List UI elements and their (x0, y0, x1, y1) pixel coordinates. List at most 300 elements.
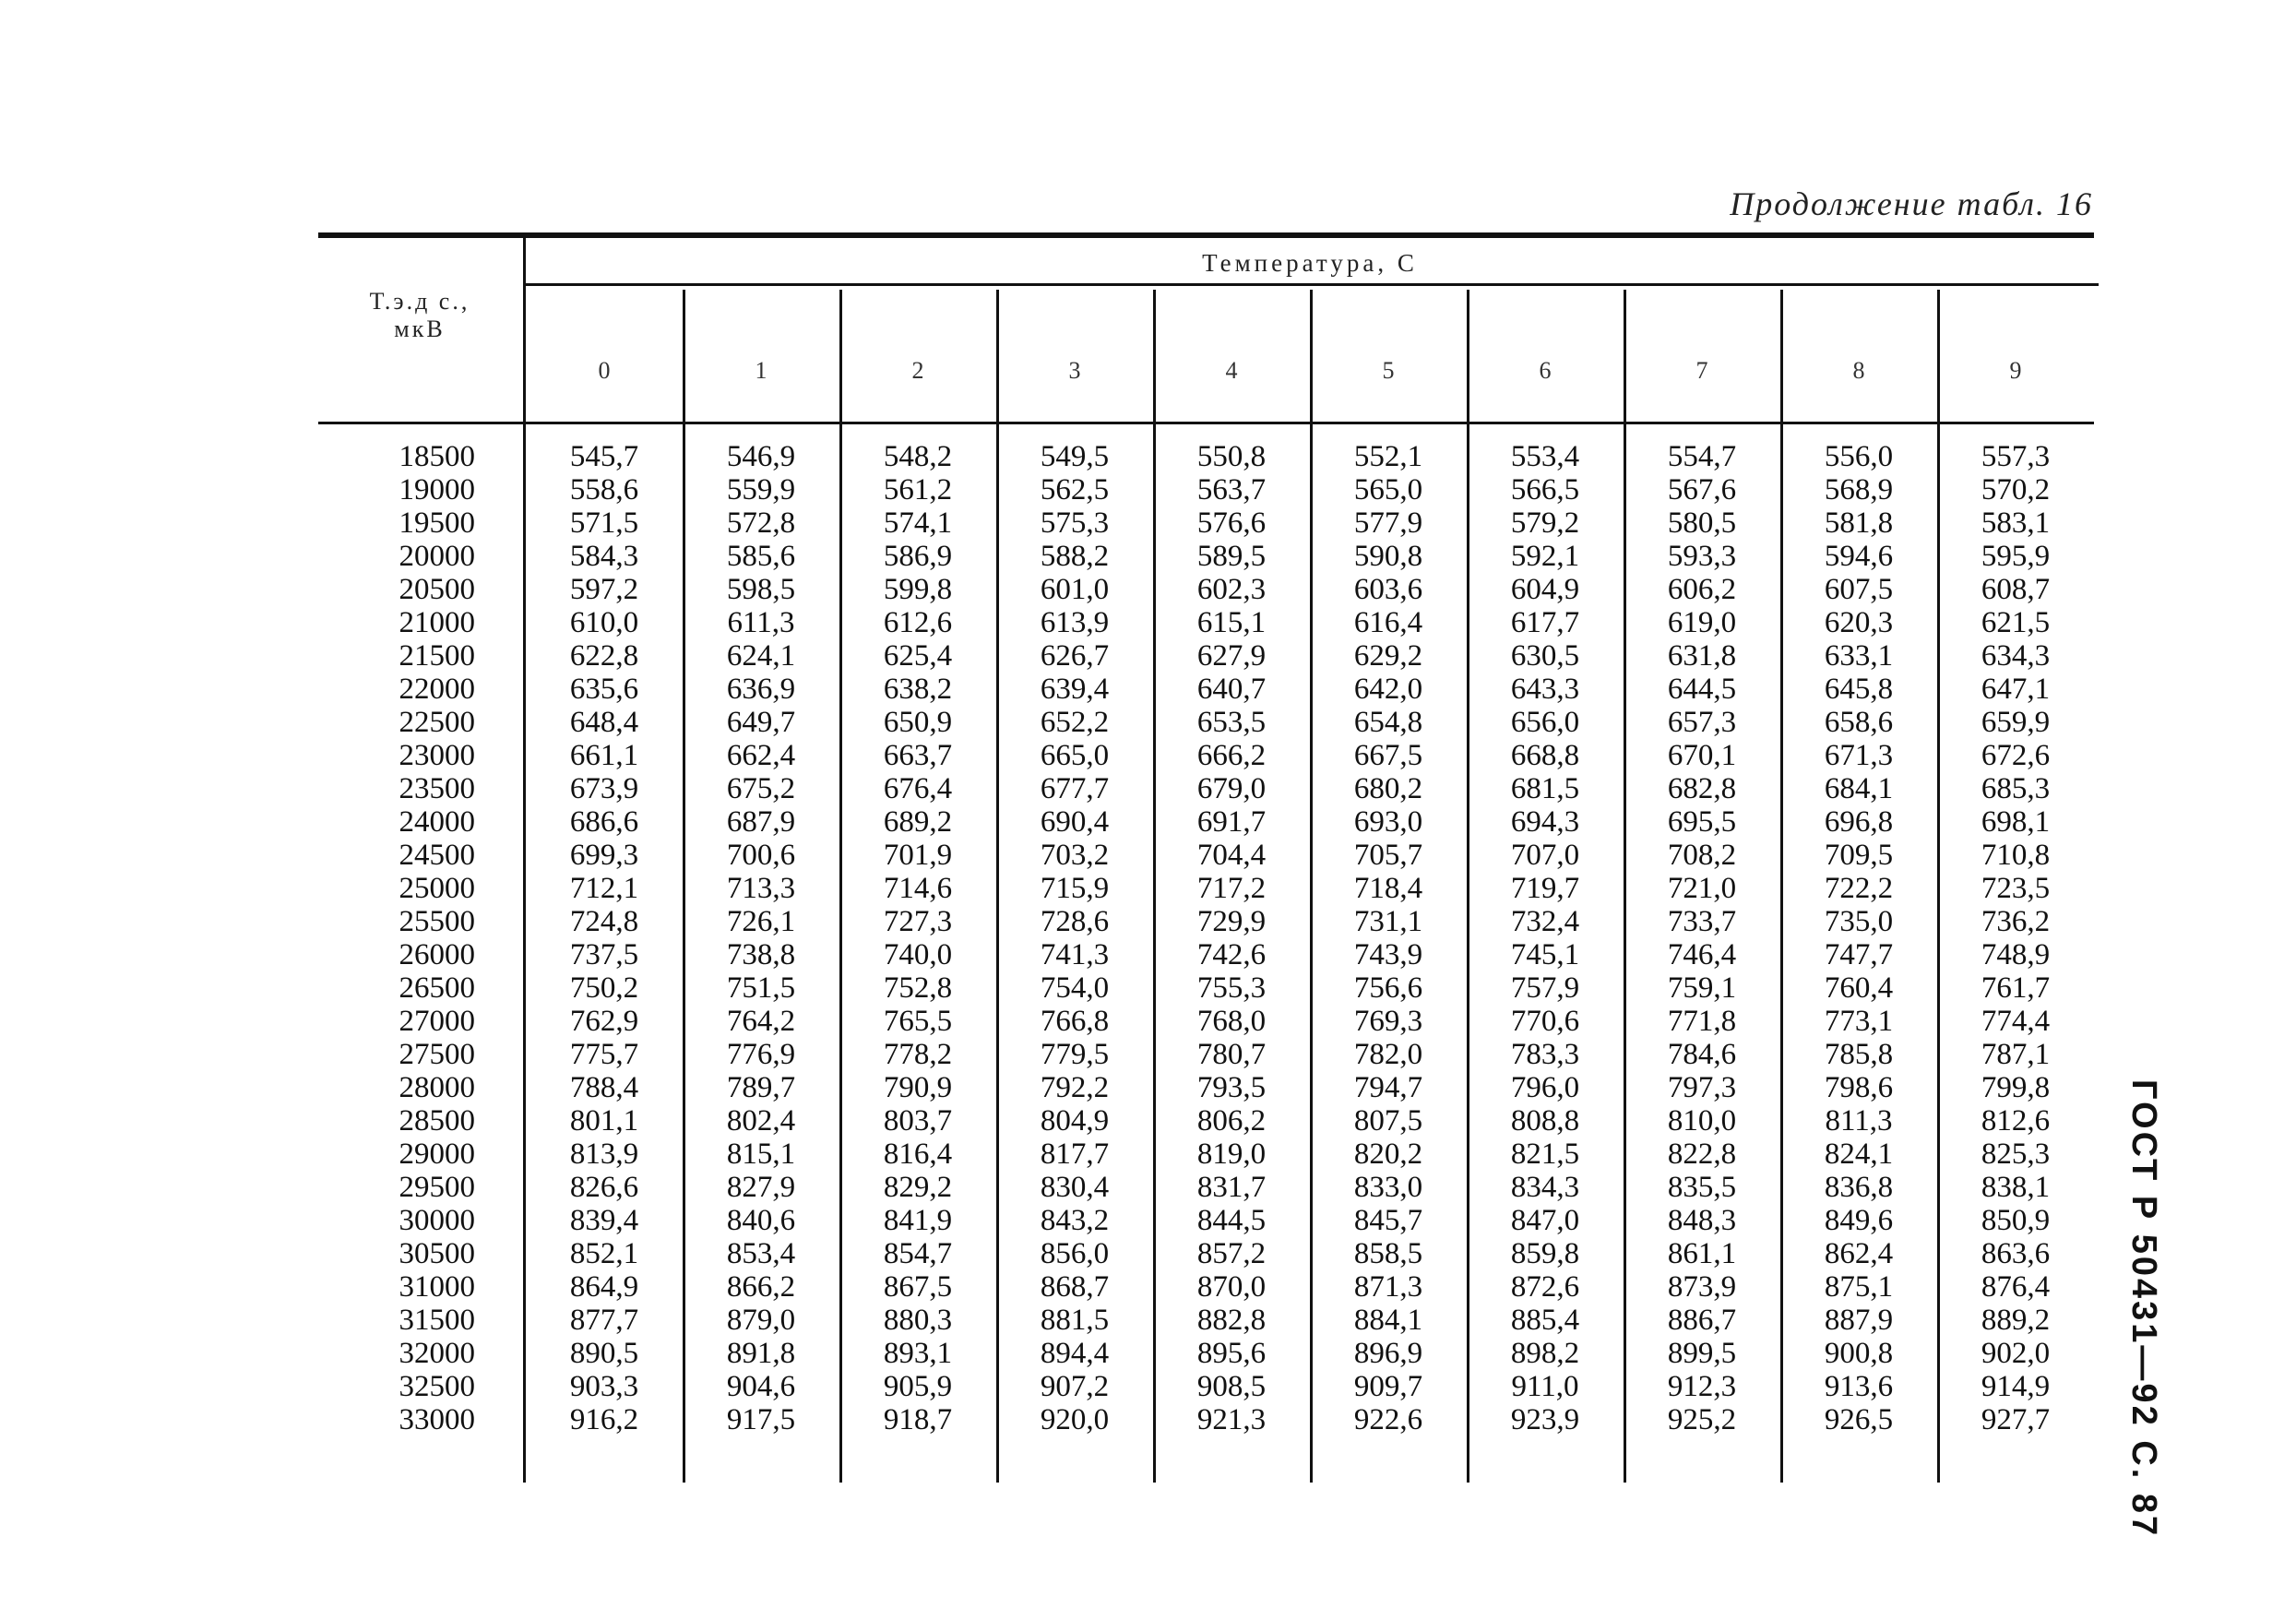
table-cell: 613,9 (1040, 606, 1110, 639)
table-cell: 850,9 (1981, 1204, 2051, 1237)
table-cell: 765,5 (883, 1005, 953, 1038)
table-cell: 796,0 (1510, 1071, 1580, 1104)
table-cell: 630,5 (1510, 639, 1580, 673)
table-cell: 884,1 (1353, 1304, 1423, 1337)
table-cell: 896,9 (1353, 1337, 1423, 1370)
table-cell: 894,4 (1040, 1337, 1110, 1370)
table-cell: 644,5 (1667, 673, 1737, 706)
table-cell: 838,1 (1981, 1171, 2051, 1204)
table-cell: 592,1 (1510, 540, 1580, 573)
table-cell: 844,5 (1196, 1204, 1267, 1237)
table-top-rule (318, 232, 2094, 238)
table-cell: 913,6 (1824, 1370, 1894, 1403)
table-cell: 836,8 (1824, 1171, 1894, 1204)
table-cell: 687,9 (726, 805, 796, 839)
table-cell: 885,4 (1510, 1304, 1580, 1337)
table-cell: 895,6 (1196, 1337, 1267, 1370)
table-cell: 926,5 (1824, 1403, 1894, 1436)
column-header: 3 (1068, 357, 1081, 384)
table-cell: 859,8 (1510, 1237, 1580, 1270)
table-cell: 549,5 (1040, 440, 1110, 473)
row-label: 22000 (399, 673, 475, 706)
table-cell: 679,0 (1196, 772, 1267, 805)
table-cell: 742,6 (1196, 938, 1267, 971)
table-cell: 891,8 (726, 1337, 796, 1370)
table-cell: 714,6 (883, 872, 953, 905)
table-cell: 695,5 (1667, 805, 1737, 839)
table-cell: 743,9 (1353, 938, 1423, 971)
table-cell: 649,7 (726, 706, 796, 739)
table-cell: 699,3 (569, 839, 639, 872)
table-cell: 634,3 (1981, 639, 2051, 673)
row-label: 26000 (399, 938, 475, 971)
table-cell: 762,9 (569, 1005, 639, 1038)
table-cell: 653,5 (1196, 706, 1267, 739)
table-cell: 847,0 (1510, 1204, 1580, 1237)
table-cell: 627,9 (1196, 639, 1267, 673)
table-cell: 769,3 (1353, 1005, 1423, 1038)
table-cell: 553,4 (1510, 440, 1580, 473)
table-cell: 619,0 (1667, 606, 1737, 639)
table-cell: 726,1 (726, 905, 796, 938)
table-cell: 550,8 (1196, 440, 1267, 473)
column-divider (1624, 290, 1626, 1483)
table-cell: 774,4 (1981, 1005, 2051, 1038)
table-cell: 740,0 (883, 938, 953, 971)
table-cell: 751,5 (726, 971, 796, 1005)
table-cell: 631,8 (1667, 639, 1737, 673)
table-cell: 877,7 (569, 1304, 639, 1337)
table-cell: 685,3 (1981, 772, 2051, 805)
table-cell: 563,7 (1196, 473, 1267, 506)
table-cell: 602,3 (1196, 573, 1267, 606)
table-cell: 648,4 (569, 706, 639, 739)
table-cell: 909,7 (1353, 1370, 1423, 1403)
table-cell: 746,4 (1667, 938, 1737, 971)
table-cell: 586,9 (883, 540, 953, 573)
table-cell: 839,4 (569, 1204, 639, 1237)
table-cell: 806,2 (1196, 1104, 1267, 1138)
table-cell: 594,6 (1824, 540, 1894, 573)
table-cell: 876,4 (1981, 1270, 2051, 1304)
column-divider (1780, 290, 1783, 1483)
table-cell: 916,2 (569, 1403, 639, 1436)
table-cell: 579,2 (1510, 506, 1580, 540)
table-cell: 545,7 (569, 440, 639, 473)
table-cell: 835,5 (1667, 1171, 1737, 1204)
table-cell: 693,0 (1353, 805, 1423, 839)
row-label: 24500 (399, 839, 475, 872)
row-label: 27000 (399, 1005, 475, 1038)
table-cell: 799,8 (1981, 1071, 2051, 1104)
column-divider (996, 290, 999, 1483)
stub-header (318, 288, 521, 343)
table-cell: 663,7 (883, 739, 953, 772)
table-cell: 652,2 (1040, 706, 1110, 739)
table-cell: 900,8 (1824, 1337, 1894, 1370)
table-cell: 870,0 (1196, 1270, 1267, 1304)
table-cell: 729,9 (1196, 905, 1267, 938)
table-cell: 633,1 (1824, 639, 1894, 673)
table-cell: 593,3 (1667, 540, 1737, 573)
column-divider (1937, 290, 1940, 1483)
row-label: 25500 (399, 905, 475, 938)
table-cell: 886,7 (1667, 1304, 1737, 1337)
table-cell: 624,1 (726, 639, 796, 673)
table-cell: 682,8 (1667, 772, 1737, 805)
table-cell: 546,9 (726, 440, 796, 473)
row-label: 31500 (399, 1304, 475, 1337)
table-cell: 681,5 (1510, 772, 1580, 805)
table-cell: 589,5 (1196, 540, 1267, 573)
table-cell: 830,4 (1040, 1171, 1110, 1204)
table-cell: 866,2 (726, 1270, 796, 1304)
table-cell: 797,3 (1667, 1071, 1737, 1104)
table-cell: 792,2 (1040, 1071, 1110, 1104)
table-cell: 622,8 (569, 639, 639, 673)
table-cell: 766,8 (1040, 1005, 1110, 1038)
table-cell: 556,0 (1824, 440, 1894, 473)
table-cell: 577,9 (1353, 506, 1423, 540)
stub-divider (523, 238, 526, 1483)
table-cell: 709,5 (1824, 839, 1894, 872)
table-cell: 621,5 (1981, 606, 2051, 639)
row-label: 28000 (399, 1071, 475, 1104)
row-label: 21000 (399, 606, 475, 639)
row-label: 18500 (399, 440, 475, 473)
table-cell: 778,2 (883, 1038, 953, 1071)
table-cell: 581,8 (1824, 506, 1894, 540)
table-cell: 615,1 (1196, 606, 1267, 639)
table-cell: 728,6 (1040, 905, 1110, 938)
table-cell: 826,6 (569, 1171, 639, 1204)
table-cell: 789,7 (726, 1071, 796, 1104)
table-cell: 750,2 (569, 971, 639, 1005)
table-cell: 752,8 (883, 971, 953, 1005)
table-cell: 666,2 (1196, 739, 1267, 772)
table-cell: 914,9 (1981, 1370, 2051, 1403)
table-cell: 722,2 (1824, 872, 1894, 905)
table-cell: 921,3 (1196, 1403, 1267, 1436)
table-caption: Продолжение табл. 16 (1730, 185, 2093, 222)
table-cell: 873,9 (1667, 1270, 1737, 1304)
table-cell: 718,4 (1353, 872, 1423, 905)
table-cell: 882,8 (1196, 1304, 1267, 1337)
table-cell: 607,5 (1824, 573, 1894, 606)
row-label: 30000 (399, 1204, 475, 1237)
table-cell: 572,8 (726, 506, 796, 540)
table-cell: 638,2 (883, 673, 953, 706)
table-cell: 642,0 (1353, 673, 1423, 706)
row-label: 25000 (399, 872, 475, 905)
row-label: 22500 (399, 706, 475, 739)
table-cell: 829,2 (883, 1171, 953, 1204)
table-cell: 566,5 (1510, 473, 1580, 506)
table-cell: 849,6 (1824, 1204, 1894, 1237)
table-cell: 785,8 (1824, 1038, 1894, 1071)
table-cell: 779,5 (1040, 1038, 1110, 1071)
table-cell: 608,7 (1981, 573, 2051, 606)
table-cell: 657,3 (1667, 706, 1737, 739)
table-cell: 813,9 (569, 1138, 639, 1171)
table-cell: 738,8 (726, 938, 796, 971)
table-cell: 807,5 (1353, 1104, 1423, 1138)
table-cell: 853,4 (726, 1237, 796, 1270)
table-cell: 922,6 (1353, 1403, 1423, 1436)
table-cell: 816,4 (883, 1138, 953, 1171)
table-cell: 585,6 (726, 540, 796, 573)
table-cell: 819,0 (1196, 1138, 1267, 1171)
table-cell: 724,8 (569, 905, 639, 938)
table-cell: 703,2 (1040, 839, 1110, 872)
table-cell: 647,1 (1981, 673, 2051, 706)
table-cell: 710,8 (1981, 839, 2051, 872)
column-divider (1153, 290, 1156, 1483)
table-cell: 565,0 (1353, 473, 1423, 506)
table-cell: 672,6 (1981, 739, 2051, 772)
table-cell: 650,9 (883, 706, 953, 739)
table-cell: 834,3 (1510, 1171, 1580, 1204)
table-cell: 788,4 (569, 1071, 639, 1104)
table-cell: 616,4 (1353, 606, 1423, 639)
column-divider (683, 290, 685, 1483)
row-label: 33000 (399, 1403, 475, 1436)
column-divider (839, 290, 842, 1483)
table-cell: 848,3 (1667, 1204, 1737, 1237)
table-cell: 731,1 (1353, 905, 1423, 938)
table-cell: 721,0 (1667, 872, 1737, 905)
table-cell: 898,2 (1510, 1337, 1580, 1370)
table-cell: 843,2 (1040, 1204, 1110, 1237)
table-cell: 787,1 (1981, 1038, 2051, 1071)
table-cell: 917,5 (726, 1403, 796, 1436)
table-cell: 690,4 (1040, 805, 1110, 839)
table-cell: 908,5 (1196, 1370, 1267, 1403)
table-cell: 639,4 (1040, 673, 1110, 706)
table-cell: 872,6 (1510, 1270, 1580, 1304)
column-header: 9 (2009, 357, 2022, 384)
table-cell: 603,6 (1353, 573, 1423, 606)
table-cell: 625,4 (883, 639, 953, 673)
row-label: 19000 (399, 473, 475, 506)
row-label: 27500 (399, 1038, 475, 1071)
table-cell: 854,7 (883, 1237, 953, 1270)
table-cell: 640,7 (1196, 673, 1267, 706)
row-label: 26500 (399, 971, 475, 1005)
table-cell: 715,9 (1040, 872, 1110, 905)
table-cell: 804,9 (1040, 1104, 1110, 1138)
table-cell: 745,1 (1510, 938, 1580, 971)
row-label: 20000 (399, 540, 475, 573)
row-label: 32500 (399, 1370, 475, 1403)
table-cell: 704,4 (1196, 839, 1267, 872)
table-cell: 890,5 (569, 1337, 639, 1370)
table-cell: 689,2 (883, 805, 953, 839)
row-label: 29500 (399, 1171, 475, 1204)
table-cell: 783,3 (1510, 1038, 1580, 1071)
table-cell: 801,1 (569, 1104, 639, 1138)
table-cell: 902,0 (1981, 1337, 2051, 1370)
stub-header-line1: Т.э.д с., (369, 288, 470, 315)
table-cell: 904,6 (726, 1370, 796, 1403)
table-cell: 717,2 (1196, 872, 1267, 905)
row-label: 23000 (399, 739, 475, 772)
row-label: 28500 (399, 1104, 475, 1138)
table-cell: 852,1 (569, 1237, 639, 1270)
table-cell: 784,6 (1667, 1038, 1737, 1071)
table-cell: 635,6 (569, 673, 639, 706)
table-cell: 670,1 (1667, 739, 1737, 772)
table-cell: 768,0 (1196, 1005, 1267, 1038)
table-cell: 868,7 (1040, 1270, 1110, 1304)
table-cell: 858,5 (1353, 1237, 1423, 1270)
table-cell: 662,4 (726, 739, 796, 772)
row-label: 32000 (399, 1337, 475, 1370)
table-cell: 827,9 (726, 1171, 796, 1204)
table-cell: 712,1 (569, 872, 639, 905)
column-header: 1 (755, 357, 767, 384)
table-cell: 567,6 (1667, 473, 1737, 506)
table-cell: 571,5 (569, 506, 639, 540)
table-cell: 707,0 (1510, 839, 1580, 872)
table-cell: 705,7 (1353, 839, 1423, 872)
table-cell: 723,5 (1981, 872, 2051, 905)
table-cell: 808,8 (1510, 1104, 1580, 1138)
table-cell: 811,3 (1825, 1104, 1893, 1138)
table-cell: 558,6 (569, 473, 639, 506)
table-cell: 815,1 (726, 1138, 796, 1171)
row-label: 21500 (399, 639, 475, 673)
table-cell: 611,3 (727, 606, 795, 639)
table-cell: 661,1 (569, 739, 639, 772)
table-cell: 782,0 (1353, 1038, 1423, 1071)
table-cell: 576,6 (1196, 506, 1267, 540)
table-cell: 610,0 (569, 606, 639, 639)
table-cell: 871,3 (1353, 1270, 1423, 1304)
table-cell: 887,9 (1824, 1304, 1894, 1337)
column-divider (1310, 290, 1313, 1483)
table-cell: 562,5 (1040, 473, 1110, 506)
table-cell: 680,2 (1353, 772, 1423, 805)
table-cell: 733,7 (1667, 905, 1737, 938)
table-cell: 880,3 (883, 1304, 953, 1337)
column-header: 4 (1225, 357, 1238, 384)
table-cell: 790,9 (883, 1071, 953, 1104)
table-cell: 645,8 (1824, 673, 1894, 706)
table-cell: 686,6 (569, 805, 639, 839)
row-label: 20500 (399, 573, 475, 606)
table-cell: 643,3 (1510, 673, 1580, 706)
table-cell: 923,9 (1510, 1403, 1580, 1436)
table-cell: 775,7 (569, 1038, 639, 1071)
table-cell: 574,1 (883, 506, 953, 540)
table-cell: 668,8 (1510, 739, 1580, 772)
table-cell: 899,5 (1667, 1337, 1737, 1370)
table-cell: 675,2 (726, 772, 796, 805)
table-cell: 554,7 (1667, 440, 1737, 473)
table-cell: 590,8 (1353, 540, 1423, 573)
table-cell: 604,9 (1510, 573, 1580, 606)
group-header: Температура, С (1202, 249, 1418, 277)
table-cell: 810,0 (1667, 1104, 1737, 1138)
table-cell: 570,2 (1981, 473, 2051, 506)
table-cell: 761,7 (1981, 971, 2051, 1005)
table-cell: 691,7 (1196, 805, 1267, 839)
column-header: 8 (1852, 357, 1865, 384)
stub-header-line2: мкВ (394, 316, 446, 342)
table-cell: 741,3 (1040, 938, 1110, 971)
table-cell: 606,2 (1667, 573, 1737, 606)
table-cell: 817,7 (1040, 1138, 1110, 1171)
table-cell: 612,6 (883, 606, 953, 639)
table-cell: 626,7 (1040, 639, 1110, 673)
table-cell: 925,2 (1667, 1403, 1737, 1436)
table-cell: 588,2 (1040, 540, 1110, 573)
table-cell: 580,5 (1667, 506, 1737, 540)
table-cell: 822,8 (1667, 1138, 1737, 1171)
table-cell: 748,9 (1981, 938, 2051, 971)
table-cell: 821,5 (1510, 1138, 1580, 1171)
table-cell: 747,7 (1824, 938, 1894, 971)
table-cell: 654,8 (1353, 706, 1423, 739)
table-cell: 867,5 (883, 1270, 953, 1304)
table-cell: 700,6 (726, 839, 796, 872)
table-cell: 708,2 (1667, 839, 1737, 872)
table-cell: 893,1 (883, 1337, 953, 1370)
column-header: 0 (598, 357, 611, 384)
table-cell: 673,9 (569, 772, 639, 805)
table-cell: 677,7 (1040, 772, 1110, 805)
table-cell: 770,6 (1510, 1005, 1580, 1038)
row-label: 24000 (399, 805, 475, 839)
table-cell: 665,0 (1040, 739, 1110, 772)
table-cell: 798,6 (1824, 1071, 1894, 1104)
table-cell: 911,0 (1511, 1370, 1579, 1403)
table-cell: 760,4 (1824, 971, 1894, 1005)
table-cell: 583,1 (1981, 506, 2051, 540)
table-cell: 557,3 (1981, 440, 2051, 473)
table-cell: 598,5 (726, 573, 796, 606)
table-cell: 636,9 (726, 673, 796, 706)
column-header: 7 (1695, 357, 1708, 384)
table-cell: 912,3 (1667, 1370, 1737, 1403)
table-cell: 696,8 (1824, 805, 1894, 839)
table-cell: 857,2 (1196, 1237, 1267, 1270)
table-cell: 676,4 (883, 772, 953, 805)
column-header: 2 (911, 357, 924, 384)
table-cell: 684,1 (1824, 772, 1894, 805)
table-cell: 620,3 (1824, 606, 1894, 639)
table-cell: 776,9 (726, 1038, 796, 1071)
table-cell: 599,8 (883, 573, 953, 606)
table-cell: 737,5 (569, 938, 639, 971)
table-cell: 862,4 (1824, 1237, 1894, 1270)
table-cell: 629,2 (1353, 639, 1423, 673)
table-cell: 889,2 (1981, 1304, 2051, 1337)
table-cell: 802,4 (726, 1104, 796, 1138)
table-cell: 656,0 (1510, 706, 1580, 739)
table-cell: 820,2 (1353, 1138, 1423, 1171)
row-label: 29000 (399, 1138, 475, 1171)
column-header: 5 (1382, 357, 1395, 384)
table-cell: 864,9 (569, 1270, 639, 1304)
table-cell: 601,0 (1040, 573, 1110, 606)
table-cell: 575,3 (1040, 506, 1110, 540)
table-cell: 793,5 (1196, 1071, 1267, 1104)
table-cell: 825,3 (1981, 1138, 2051, 1171)
table-cell: 845,7 (1353, 1204, 1423, 1237)
table-cell: 694,3 (1510, 805, 1580, 839)
